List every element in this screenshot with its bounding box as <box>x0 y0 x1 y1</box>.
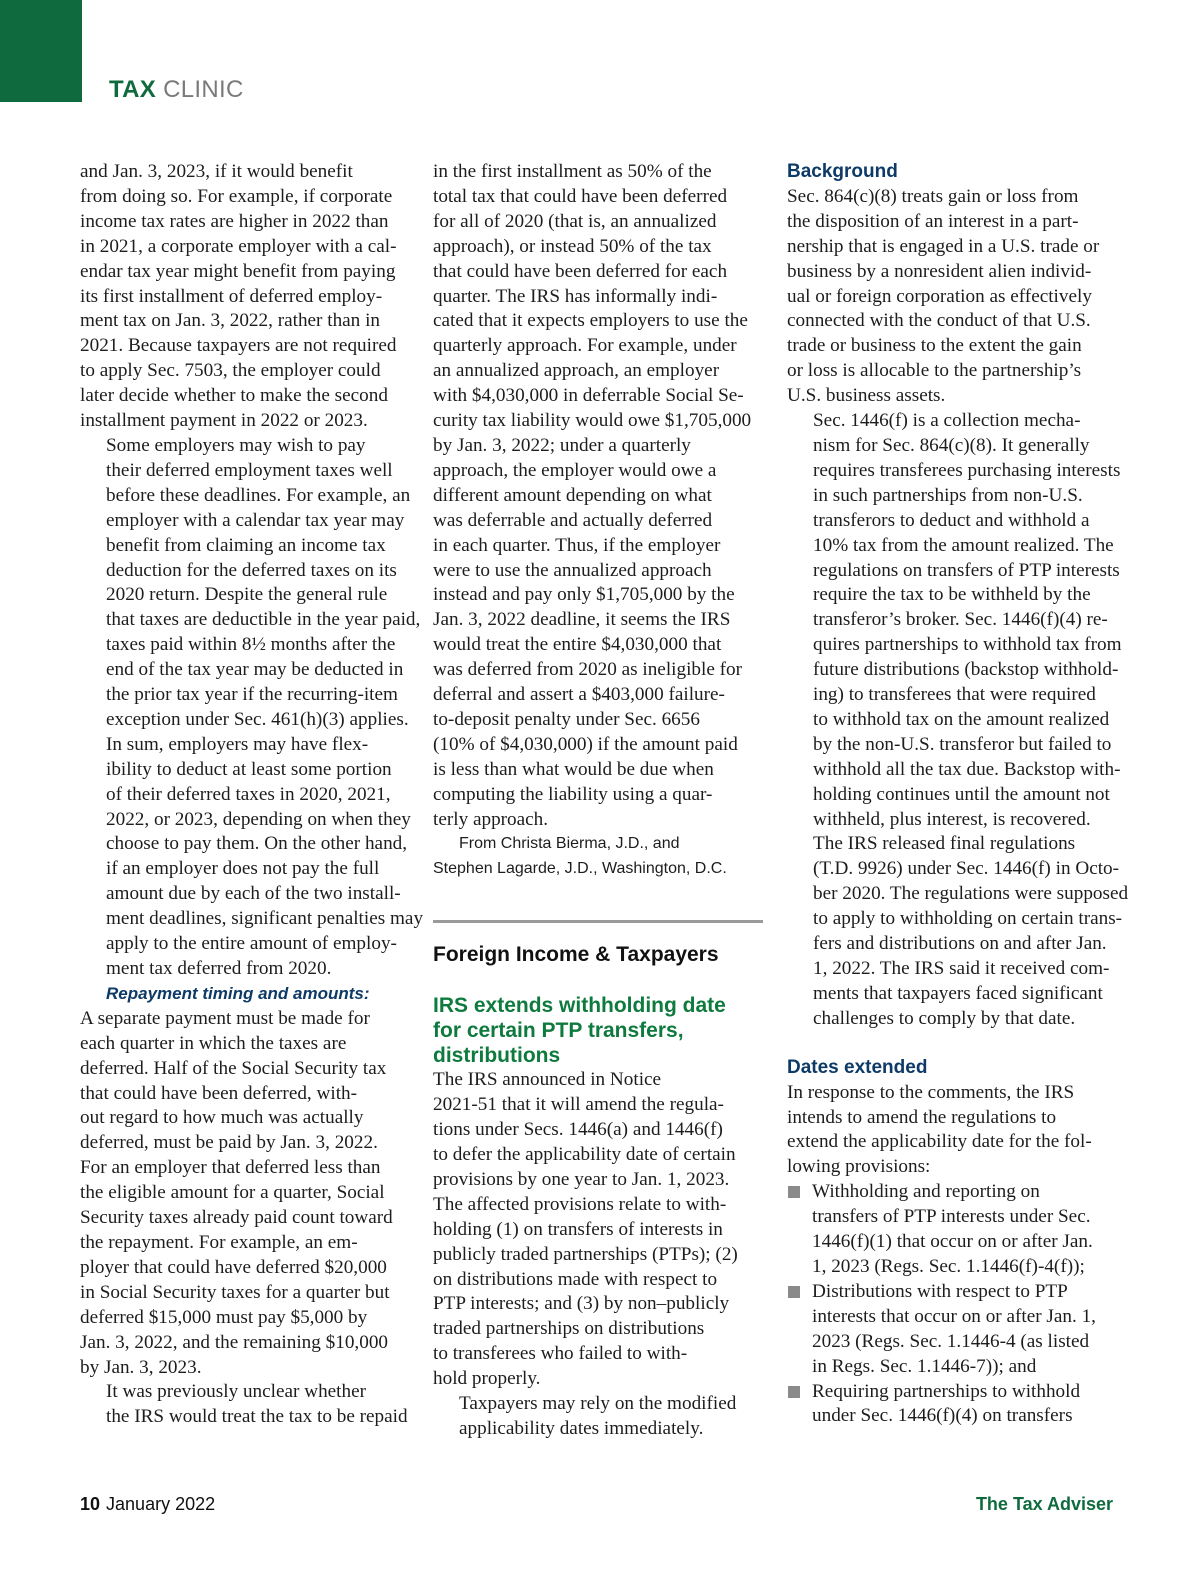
text-line: connected with the conduct of that U.S. <box>787 310 1091 332</box>
text-line: The IRS released final regulations <box>813 833 1076 855</box>
text-line: trade or business to the extent the gain <box>787 335 1082 357</box>
text-line: transfers of PTP interests under Sec. <box>812 1206 1091 1228</box>
column-3 <box>787 160 1129 1429</box>
text-line: total tax that could have been deferred <box>433 185 728 207</box>
text-line: ual or foreign corporation as effectively <box>787 285 1092 307</box>
text-line: the prior tax year if the recurring-item <box>106 684 398 706</box>
text-line: the repayment. For example, an em- <box>80 1231 358 1253</box>
text-line: and Jan. 3, 2023, if it would benefit <box>80 161 353 182</box>
column-2 <box>433 160 763 1442</box>
text-line: Some employers may wish to pay <box>106 434 366 456</box>
paragraph <box>433 1068 763 1392</box>
text-line: Withholding and reporting on <box>812 1181 1040 1203</box>
bullet-item <box>787 1180 1117 1280</box>
text-line: to apply Sec. 7503, the employer could <box>80 360 381 382</box>
text-line: in each quarter. Thus, if the employer <box>433 534 721 556</box>
text-line: by Jan. 3, 2022; under a quarterly <box>433 434 691 456</box>
text-line: to apply to withholding on certain trans- <box>813 908 1123 930</box>
text-line: deferral and assert a $403,000 failure- <box>433 684 725 706</box>
text-line: nism for Sec. 864(c)(8). It generally <box>813 434 1090 456</box>
section-divider <box>433 920 763 923</box>
text-line: from doing so. For example, if corporate <box>80 185 393 207</box>
section-label <box>109 76 244 104</box>
run-in-heading-paragraph <box>80 982 410 1007</box>
bullet-text <box>812 1280 1117 1380</box>
text-line: Sec. 1446(f) is a collection mecha- <box>813 410 1081 432</box>
text-line: ber 2020. The regulations were supposed <box>813 883 1129 905</box>
text-line: instead and pay only $1,705,000 by the <box>433 584 735 606</box>
text-line: in Social Security taxes for a quarter but <box>80 1281 390 1303</box>
text-line: terly approach. <box>433 808 549 830</box>
text-line: publicly traded partnerships (PTPs); (2) <box>433 1243 738 1265</box>
text-line: PTP interests; and (3) by non–publicly <box>433 1293 730 1315</box>
department-heading: Foreign Income & Taxpayers <box>433 943 719 967</box>
text-line: 1446(f)(1) that occur on or after Jan. <box>812 1231 1093 1253</box>
text-line: distributions <box>433 1044 561 1068</box>
text-line: income tax rates are higher in 2022 than <box>80 210 389 232</box>
text-line: amount due by each of the two install- <box>106 883 401 905</box>
text-line: transferor’s broker. Sec. 1446(f)(4) re- <box>813 609 1108 631</box>
text-line: deferred $15,000 must pay $5,000 by <box>80 1306 368 1328</box>
text-line: ment tax deferred from 2020. <box>106 958 332 979</box>
text-line: exception under Sec. 461(h)(3) applies. <box>106 708 409 730</box>
bullet-list <box>787 1180 1117 1429</box>
text-line: transferors to deduct and withhold a <box>813 509 1090 531</box>
subheading-dates-extended: Dates extended <box>787 1056 928 1078</box>
text-line: of their deferred taxes in 2020, 2021, <box>106 783 391 805</box>
bullet-item <box>787 1380 1117 1430</box>
text-line: 1, 2023 (Regs. Sec. 1.1446(f)-4(f)); <box>812 1255 1085 1277</box>
text-line: out regard to how much was actually <box>80 1107 364 1129</box>
text-line: intends to amend the regulations to <box>787 1106 1057 1128</box>
text-line: were to use the annualized approach <box>433 559 712 581</box>
text-line: From Christa Bierma, J.D., and <box>459 835 680 853</box>
text-line: in 2021, a corporate employer with a cal- <box>80 235 397 257</box>
text-line: nership that is engaged in a U.S. trade or <box>787 235 1100 257</box>
text-line: is less than what would be due when <box>433 758 714 780</box>
text-line: In response to the comments, the IRS <box>787 1081 1075 1103</box>
text-line: 2023 (Regs. Sec. 1.1446-4 (as listed <box>812 1330 1090 1352</box>
column-1 <box>80 160 424 1430</box>
text-line: lowing provisions: <box>787 1156 931 1178</box>
paragraph <box>80 1007 410 1381</box>
text-line: to transferees who failed to with- <box>433 1343 688 1365</box>
text-line: quarter. The IRS has informally indi- <box>433 285 718 307</box>
text-line: Security taxes already paid count toward <box>80 1207 393 1229</box>
text-line: U.S. business assets. <box>787 385 946 407</box>
paragraph <box>787 1081 1117 1181</box>
text-line: require the tax to be withheld by the <box>813 584 1091 606</box>
text-line: Jan. 3, 2022, and the remaining $10,000 <box>80 1331 389 1353</box>
text-line: holding (1) on transfers of interests in <box>433 1218 723 1240</box>
text-line: different amount depending on what <box>433 484 712 506</box>
author-credit <box>433 832 763 882</box>
text-line: was deferred from 2020 as ineligible for <box>433 659 743 681</box>
text-line: computing the liability using a quar- <box>433 783 713 805</box>
text-line: that taxes are deductible in the year paid, <box>106 609 421 631</box>
text-line: Requiring partnerships to withhold <box>812 1380 1081 1402</box>
text-line: was deferrable and actually deferred <box>433 509 713 531</box>
text-line: the IRS would treat the tax to be repaid <box>106 1406 408 1428</box>
text-line: to withhold tax on the amount realized <box>813 708 1110 730</box>
text-line: its first installment of deferred employ- <box>80 285 383 307</box>
text-line: with $4,030,000 in deferrable Social Se- <box>433 385 744 407</box>
text-line: benefit from claiming an income tax <box>106 534 386 556</box>
text-line: The IRS announced in Notice <box>433 1069 662 1091</box>
subheading-background: Background <box>787 161 898 182</box>
text-line: extend the applicability date for the fol- <box>787 1131 1092 1153</box>
text-line: choose to pay them. On the other hand, <box>106 833 408 855</box>
text-line: deferred. Half of the Social Security tax <box>80 1057 387 1079</box>
bullet-item <box>787 1280 1117 1380</box>
text-line: traded partnerships on distributions <box>433 1318 705 1340</box>
section-label-bold: TAX <box>109 76 157 103</box>
text-line: Jan. 3, 2022 deadline, it seems the IRS <box>433 609 731 631</box>
section-label-light: CLINIC <box>163 76 244 103</box>
text-line: provisions by one year to Jan. 1, 2023. <box>433 1168 730 1190</box>
text-line: quires partnerships to withhold tax from <box>813 634 1122 656</box>
text-line: regulations on transfers of PTP interests <box>813 559 1120 581</box>
publication-name: The Tax Adviser <box>975 1494 1113 1514</box>
paragraph <box>80 434 421 733</box>
text-line: later decide whether to make the second <box>80 385 388 407</box>
text-line: IRS extends withholding date <box>433 994 726 1018</box>
text-line: requires transferees purchasing interests <box>813 459 1121 481</box>
text-line: The affected provisions relate to with- <box>433 1193 727 1215</box>
paragraph <box>787 409 1122 832</box>
text-line: employer with a calendar tax year may <box>106 509 405 531</box>
text-line: holding continues until the amount not <box>813 783 1110 805</box>
text-line: (T.D. 9926) under Sec. 1446(f) in Octo- <box>813 858 1120 880</box>
text-line: 2020 return. Despite the general rule <box>106 584 388 606</box>
text-line: fers and distributions on and after Jan. <box>813 933 1107 955</box>
square-bullet-icon <box>788 1386 800 1398</box>
text-line: the eligible amount for a quarter, Social <box>80 1182 385 1204</box>
text-line: installment payment in 2022 or 2023. <box>80 410 368 432</box>
text-line: approach), or instead 50% of the tax <box>433 235 712 257</box>
text-line: withhold all the tax due. Backstop with- <box>813 758 1121 780</box>
paragraph <box>787 185 1117 409</box>
issue-date: January 2022 <box>106 1494 216 1514</box>
text-line: or loss is allocable to the partnership’s <box>787 360 1082 382</box>
square-bullet-icon <box>788 1186 800 1198</box>
run-in-heading: Repayment timing and amounts: <box>106 983 370 1003</box>
text-line: tions under Secs. 1446(a) and 1446(f) <box>433 1119 723 1141</box>
text-line: the disposition of an interest in a part- <box>787 210 1079 232</box>
text-line: for all of 2020 (that is, an annualized <box>433 210 717 232</box>
text-line: by the non-U.S. transferor but failed to <box>813 733 1112 755</box>
text-line: to defer the applicability date of certain <box>433 1144 736 1165</box>
text-line: curity tax liability would owe $1,705,000 <box>433 410 752 432</box>
page-number: 10 <box>80 1494 101 1514</box>
text-line: 1, 2022. The IRS said it received com- <box>813 958 1110 979</box>
text-line: 10% tax from the amount realized. The <box>813 534 1114 556</box>
text-line: ployer that could have deferred $20,000 <box>80 1256 387 1278</box>
text-line: hold properly. <box>433 1368 541 1390</box>
text-line: ment deadlines, significant penalties may <box>106 908 424 930</box>
text-line: cated that it expects employers to use the <box>433 310 748 332</box>
text-line: withheld, plus interest, is recovered. <box>813 808 1091 830</box>
text-line: that could have been deferred for each <box>433 260 728 282</box>
text-line: A separate payment must be made for <box>80 1007 370 1029</box>
text-line: in such partnerships from non-U.S. <box>813 484 1083 506</box>
text-line: in Regs. Sec. 1.1446-7)); and <box>812 1355 1037 1377</box>
text-line: challenges to comply by that date. <box>813 1007 1076 1029</box>
text-line: 2021. Because taxpayers are not required <box>80 335 397 357</box>
bullet-text <box>812 1180 1117 1280</box>
square-bullet-icon <box>788 1286 800 1298</box>
paragraph <box>80 160 410 434</box>
text-line: would treat the entire $4,030,000 that <box>433 634 722 656</box>
section-color-tab <box>0 0 82 102</box>
paragraph <box>787 832 1129 1031</box>
paragraph <box>433 1392 763 1442</box>
bullet-text <box>812 1380 1117 1430</box>
text-line: future distributions (backstop withhold- <box>813 659 1119 681</box>
text-line: their deferred employment taxes well <box>106 459 393 481</box>
text-line: by Jan. 3, 2023. <box>80 1356 202 1378</box>
text-line: For an employer that deferred less than <box>80 1157 381 1179</box>
text-line: if an employer does not pay the full <box>106 858 380 880</box>
text-line: Sec. 864(c)(8) treats gain or loss from <box>787 185 1079 207</box>
text-line: 2021-51 that it will amend the regula- <box>433 1094 724 1116</box>
text-line: approach, the employer would owe a <box>433 459 717 481</box>
paragraph <box>80 1380 410 1430</box>
text-line: Stephen Lagarde, J.D., Washington, D.C. <box>433 860 727 878</box>
text-line: ing) to transferees that were required <box>813 684 1096 706</box>
paragraph <box>433 160 763 832</box>
text-line: on distributions made with respect to <box>433 1268 718 1290</box>
text-line: In sum, employers may have flex- <box>106 733 369 755</box>
text-line: 2022, or 2023, depending on when they <box>106 808 411 830</box>
text-line: Distributions with respect to PTP <box>812 1280 1068 1302</box>
text-line: ibility to deduct at least some portion <box>106 758 392 780</box>
text-line: business by a nonresident alien individ- <box>787 260 1092 282</box>
text-line: to-deposit penalty under Sec. 6656 <box>433 708 700 730</box>
text-line: interests that occur on or after Jan. 1, <box>812 1305 1096 1327</box>
paragraph <box>80 733 424 982</box>
text-line: (10% of $4,030,000) if the amount paid <box>433 733 738 755</box>
text-line: in the first installment as 50% of the <box>433 161 712 182</box>
text-line: each quarter in which the taxes are <box>80 1032 347 1054</box>
text-line: taxes paid within 8½ months after the <box>106 634 396 656</box>
article-headline <box>433 993 763 1068</box>
text-line: under Sec. 1446(f)(4) on transfers <box>812 1405 1073 1427</box>
footer-folio <box>80 1494 215 1515</box>
text-line: endar tax year might benefit from paying <box>80 260 396 282</box>
text-line: that could have been deferred, with- <box>80 1082 358 1104</box>
text-line: before these deadlines. For example, an <box>106 484 411 506</box>
text-line: quarterly approach. For example, under <box>433 335 737 357</box>
text-line: applicability dates immediately. <box>459 1417 704 1439</box>
text-line: It was previously unclear whether <box>106 1381 367 1403</box>
text-line: deferred, must be paid by Jan. 3, 2022. <box>80 1132 378 1154</box>
text-line: an annualized approach, an employer <box>433 360 720 382</box>
text-line: for certain PTP transfers, <box>433 1019 684 1043</box>
text-line: end of the tax year may be deducted in <box>106 659 404 681</box>
text-line: apply to the entire amount of employ- <box>106 933 397 955</box>
text-line: ments that taxpayers faced significant <box>813 982 1103 1004</box>
text-line: Taxpayers may rely on the modified <box>459 1393 737 1415</box>
text-line: ment tax on Jan. 3, 2022, rather than in <box>80 310 381 332</box>
text-line: deduction for the deferred taxes on its <box>106 559 397 581</box>
